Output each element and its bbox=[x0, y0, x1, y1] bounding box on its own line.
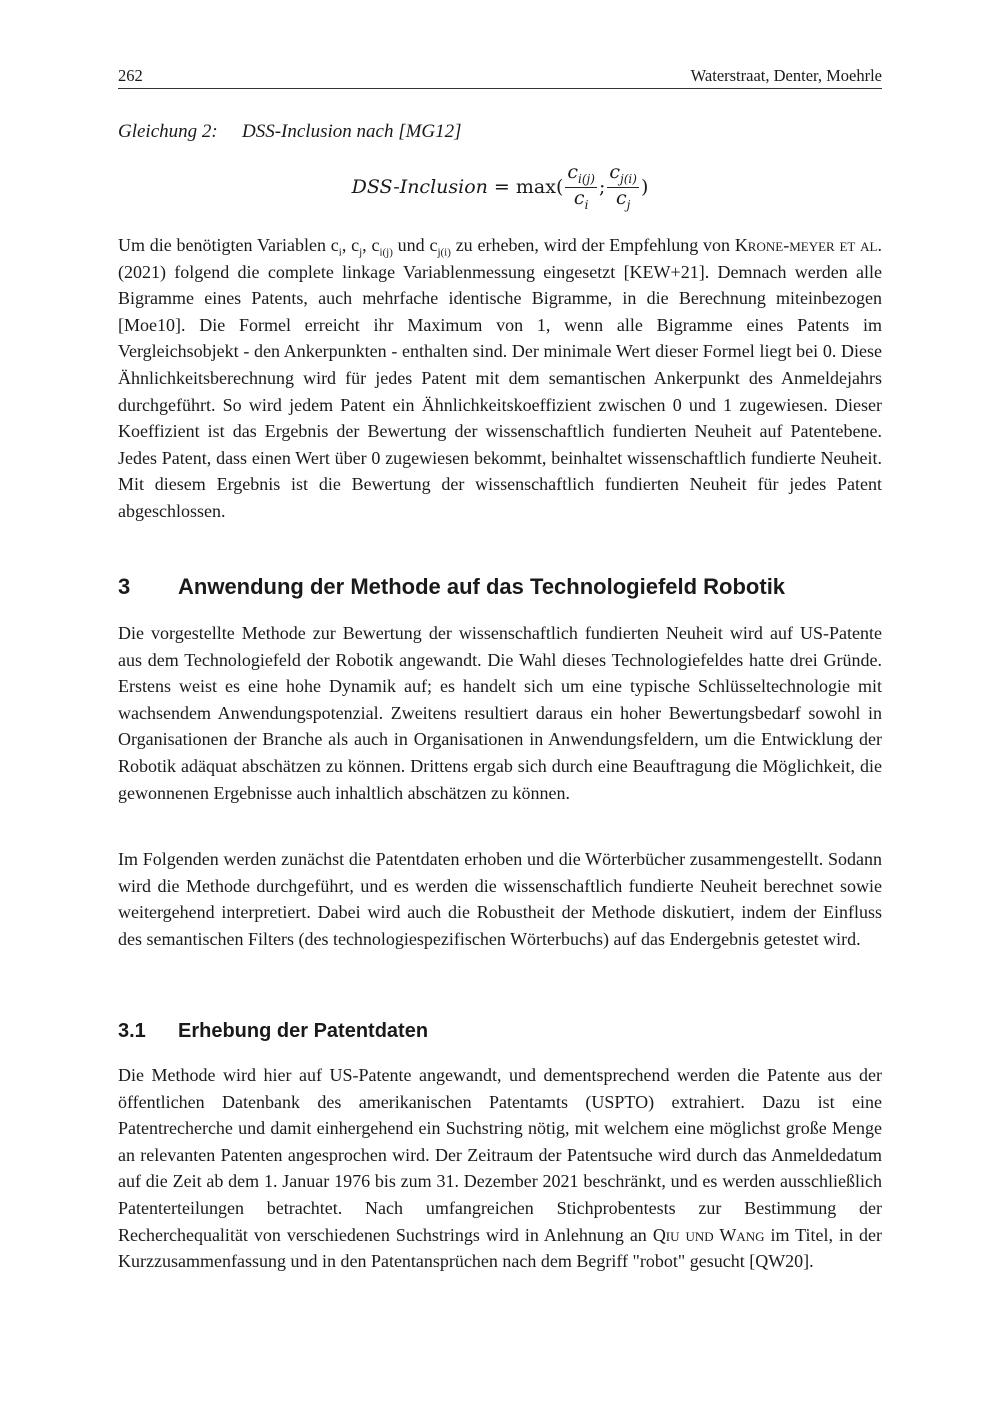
p1-sub-3: i(j) bbox=[379, 246, 393, 259]
p4-author-ref: Qiu und Wang bbox=[652, 1224, 765, 1245]
fraction-1 bbox=[565, 162, 597, 212]
equation-close: ) bbox=[640, 176, 649, 199]
p4-text-2: im Titel, in der Kurzzusammenfassung und in den Patentansprüchen nach dem Begriff "robot" gesucht [QW20]. bbox=[118, 1224, 882, 1272]
p1-text-3: , c bbox=[362, 235, 380, 255]
p1-text-1: Um die benötigten Variablen c bbox=[118, 235, 339, 255]
p4-text-1: Die Methode wird hier auf US-Patente angewandt, und dementsprechend werden die Patente aus der öffentlichen Datenbank des amerikanischen Patentamts (USPTO) extrahiert. Dazu ist eine Patentrecherche und damit einhergehend ein Suchstring nötig, mit welchem eine möglichst große Menge an relevanten Patenten angesprochen wird. Der Zeitraum der Patentsuche wird durch das Anmeldedatum auf die Zeit ab dem 1. Januar 1976 bis zum 31. Dezember 2021 beschränkt, und es werden ausschließlich Patenterteilungen betrachtet. Nach umfangreichen Stichprobentests zur Bestimmung der Recherchequalität von verschiedenen Suchstrings wird in Anlehnung an bbox=[118, 1065, 882, 1245]
frac1-num: c bbox=[567, 161, 579, 183]
equation-operator: = max( bbox=[487, 176, 564, 199]
frac1-num-sub: i(j) bbox=[578, 171, 595, 186]
equation-lhs: DSS-Inclusion bbox=[351, 176, 488, 199]
section-3-title: Anwendung der Methode auf das Technologiefeld Robotik bbox=[178, 574, 786, 599]
frac2-num: c bbox=[609, 161, 621, 183]
p1-text-6: (2021) folgend die complete linkage Variablenmessung eingesetzt [KEW+21]. Demnach werden alle Bigramme eines Patents, auch mehrfache identische Bigramme, in die Berechnung miteinbezogen [Moe10]. Die Formel erreicht ihr Maximum von 1, wenn alle Bigramme eines Patents im Vergleichsobjekt - den Ankerpunkten - enthalten sind. Der minimale Wert dieser Formel liegt bei 0. Diese Ähnlichkeitsberechnung wird für jedes Patent mit dem semantischen Ankerpunkt des Anmeldejahrs durchgeführt. So wird jedem Patent ein Ähnlichkeitskoeffizient zwischen 0 und 1 zugewiesen. Dieser Koeffizient ist das Ergebnis der Bewertung der wissenschaftlich fundierten Neuheit auf Patentebene. Jedes Patent, dass einen Wert über 0 zugewiesen bekommt, beinhaltet wissenschaftlich fundierte Neuheit. Mit diesem Ergebnis ist die Bewertung der wissenschaftlich fundierten Neuheit für jedes Patent abgeschlossen. bbox=[118, 261, 882, 521]
equation bbox=[0, 162, 1000, 212]
page-number: 262 bbox=[118, 66, 143, 85]
frac1-den: c bbox=[573, 186, 585, 209]
section-3-heading bbox=[118, 574, 785, 600]
paragraph-4 bbox=[118, 1062, 882, 1275]
equation-separator: ; bbox=[598, 176, 606, 199]
p1-sub-4: j(i) bbox=[437, 246, 451, 259]
section-3-1-title: Erhebung der Patentdaten bbox=[178, 1020, 429, 1042]
paragraph-3: Im Folgenden werden zunächst die Patentdaten erhoben und die Wörterbücher zusammengestellt. Sodann wird die Methode durchgeführt, und es werden die wissenschaftlich fundierte Neuheit berechnet sowie weitergehend interpretiert. Dabei wird auch die Robustheit der Methode diskutiert, indem der Einfluss des semantischen Filters (des technologiespezifischen Wörterbuchs) auf das Endergebnis getestet wird. bbox=[118, 849, 882, 949]
paragraph-1 bbox=[118, 232, 882, 525]
p1-author-ref: Krone-meyer et al. bbox=[734, 235, 882, 255]
frac2-den: c bbox=[615, 186, 627, 209]
p1-text-5: zu erheben, wird der Empfehlung von bbox=[450, 235, 735, 255]
equation-caption-text: DSS-Inclusion nach [MG12] bbox=[242, 121, 462, 142]
p1-text-4: und c bbox=[392, 235, 438, 255]
running-header bbox=[118, 62, 882, 89]
section-3-number: 3 bbox=[118, 574, 131, 599]
p1-text-2: , c bbox=[341, 235, 360, 255]
frac2-num-sub: j(i) bbox=[620, 171, 637, 186]
equation-caption bbox=[118, 121, 462, 143]
frac1-den-sub: i bbox=[584, 197, 589, 212]
header-authors: Waterstraat, Denter, Moehrle bbox=[690, 66, 882, 85]
p1-sub-1: i bbox=[338, 246, 342, 259]
equation-label: Gleichung 2: bbox=[118, 121, 218, 142]
p1-sub-2: j bbox=[359, 246, 363, 259]
frac2-den-sub: j bbox=[626, 197, 631, 212]
section-3-1-heading bbox=[118, 1020, 428, 1043]
fraction-2 bbox=[607, 162, 639, 212]
paragraph-2: Die vorgestellte Methode zur Bewertung der wissenschaftlich fundierten Neuheit wird auf US-Patente aus dem Technologiefeld der Robotik angewandt. Die Wahl dieses Technologiefeldes hatte drei Gründe. Erstens weist es eine hohe Dynamik auf; es handelt sich um eine typische Schlüsseltechnologie mit wachsendem Anwendungspotenzial. Zweitens resultiert daraus ein hoher Bewertungsbedarf sowohl in Organisationen der Branche als auch in Organisationen in Anwendungsfeldern, um die Entwicklung der Robotik adäquat abschätzen zu können. Drittens ergab sich durch eine Beauftragung die Möglichkeit, die gewonnenen Ergebnisse auch inhaltlich abschätzen zu können. bbox=[118, 623, 882, 803]
section-3-1-number: 3.1 bbox=[118, 1020, 146, 1042]
